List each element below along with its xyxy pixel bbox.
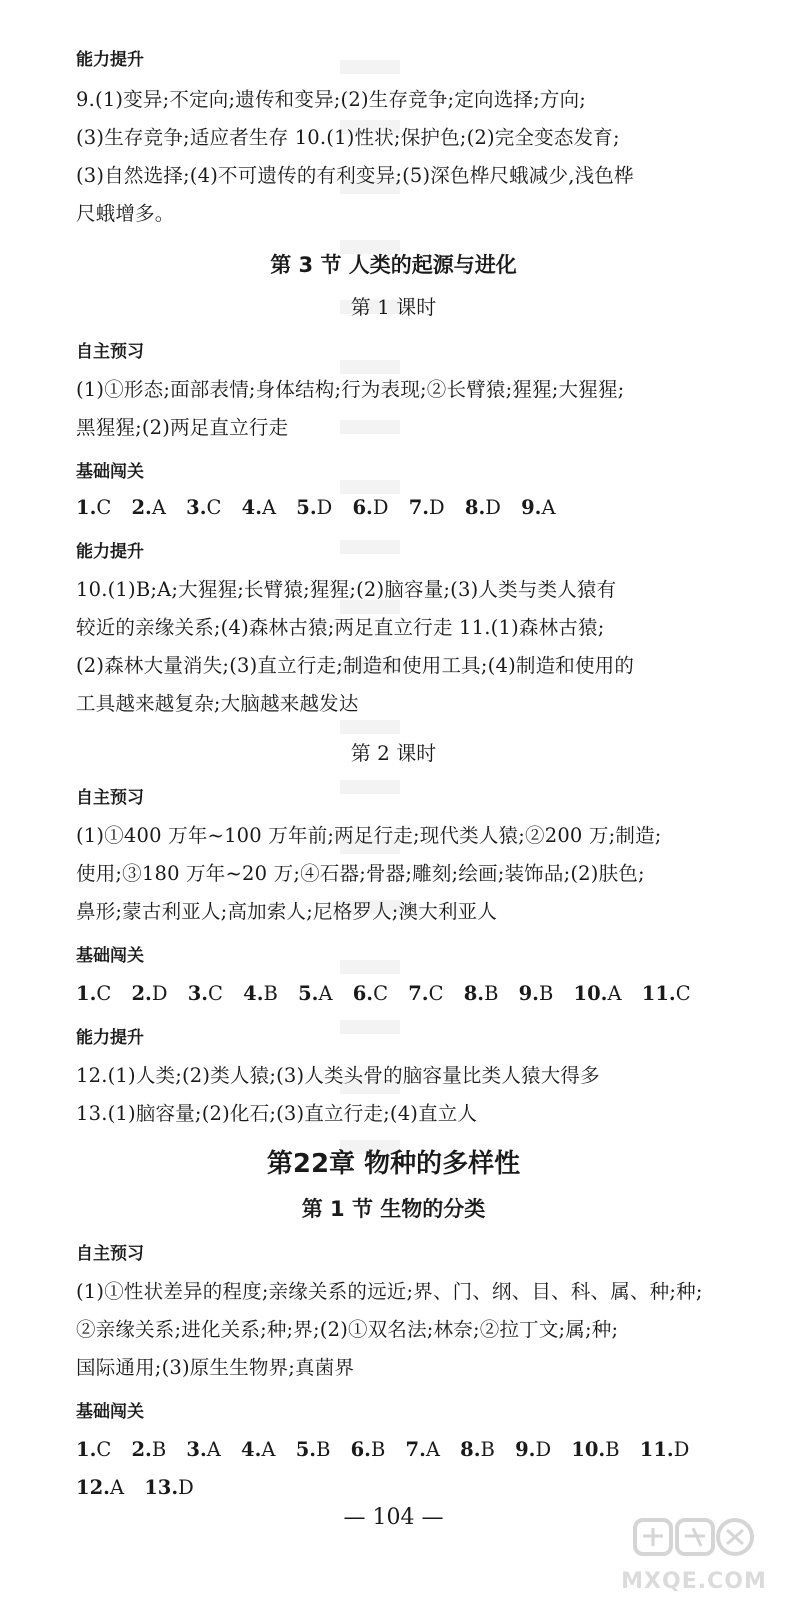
- watermark-logo-icon: [633, 1516, 755, 1560]
- text-line: (2)森林大量消失;(3)直立行走;制造和使用工具;(4)制造和使用的: [76, 654, 635, 677]
- answer-row: [76, 1436, 703, 1464]
- section-title: 第 3 节 人类的起源与进化: [270, 253, 517, 277]
- text-line: 12.(1)人类;(2)类人猿;(3)人类头骨的脑容量比类人猿大得多: [76, 1064, 600, 1087]
- answer-item: 1.C: [76, 982, 112, 1005]
- section-title: 第 1 节 生物的分类: [301, 1197, 486, 1221]
- text-line: 工具越来越复杂;大脑越来越发达: [76, 692, 359, 715]
- text-line: 鼻形;蒙古利亚人;高加索人;尼格罗人;澳大利亚人: [76, 900, 498, 923]
- answer-item: 13.D: [144, 1476, 194, 1499]
- text-line: 9.(1)变异;不定向;遗传和变异;(2)生存竞争;定向选择;方向;: [76, 88, 587, 111]
- answer-item: 12.A: [76, 1476, 125, 1499]
- text-line: 较近的亲缘关系;(4)森林古猿;两足直立行走 11.(1)森林古猿;: [76, 616, 605, 639]
- answer-item: 9.A: [521, 496, 556, 519]
- text-line: (1)①形态;面部表情;身体结构;行为表现;②长臂猿;猩猩;大猩猩;: [76, 378, 625, 401]
- answer-item: 2.A: [131, 496, 166, 519]
- text-line: (3)生存竞争;适应者生存 10.(1)性状;保护色;(2)完全变态发育;: [76, 126, 620, 149]
- ability-heading: 能力提升: [76, 542, 144, 562]
- basic-heading: 基础闯关: [76, 946, 144, 966]
- preview-heading: 自主预习: [76, 342, 144, 362]
- answer-item: 8.B: [460, 1438, 495, 1461]
- answer-item: 9.B: [518, 982, 554, 1005]
- ability-heading-top: 能力提升: [76, 50, 144, 70]
- answer-item: 6.C: [352, 982, 389, 1005]
- text-line: 使用;③180 万年~20 万;④石器;骨器;雕刻;绘画;装饰品;(2)肤色;: [76, 862, 645, 885]
- page-number: — 104 —: [343, 1505, 444, 1530]
- preview-heading: 自主预习: [76, 788, 144, 808]
- answer-item: 7.D: [408, 496, 445, 519]
- basic-heading: 基础闯关: [76, 1402, 144, 1422]
- answer-item: 8.B: [463, 982, 499, 1005]
- answer-item: 6.B: [350, 1438, 386, 1461]
- text-line: ②亲缘关系;进化关系;种;界;(2)①双名法;林奈;②拉丁文;属;种;: [76, 1318, 619, 1341]
- answer-row: [76, 1474, 208, 1502]
- answer-item: 11.D: [639, 1438, 690, 1461]
- answer-row: [76, 980, 705, 1008]
- answer-item: 3.C: [186, 496, 222, 519]
- ability-heading: 能力提升: [76, 1028, 144, 1048]
- answer-item: 1.C: [76, 1438, 112, 1461]
- answer-item: 3.A: [186, 1438, 221, 1461]
- answer-item: 5.D: [296, 496, 333, 519]
- answer-item: 4.A: [241, 1438, 276, 1461]
- answer-item: 4.B: [243, 982, 278, 1005]
- answer-item: 2.D: [131, 982, 168, 1005]
- watermark-text: MXQE.COM: [621, 1569, 767, 1594]
- text-line: (1)①400 万年~100 万年前;两足行走;现代类人猿;②200 万;制造;: [76, 824, 662, 847]
- text-line: (1)①性状差异的程度;亲缘关系的远近;界、门、纲、目、科、属、种;种;: [76, 1280, 703, 1303]
- answer-item: 7.A: [405, 1438, 440, 1461]
- answer-item: 9.D: [515, 1438, 552, 1461]
- site-watermark: [619, 1516, 769, 1594]
- text-line: (3)自然选择;(4)不可遗传的有利变异;(5)深色桦尺蛾减少,浅色桦: [76, 164, 634, 187]
- answer-item: 11.C: [641, 982, 691, 1005]
- answer-item: 10.B: [571, 1438, 620, 1461]
- answer-row: [76, 494, 570, 522]
- text-line: 黑猩猩;(2)两足直立行走: [76, 416, 289, 439]
- text-line: 13.(1)脑容量;(2)化石;(3)直立行走;(4)直立人: [76, 1102, 478, 1125]
- answer-item: 2.B: [131, 1438, 167, 1461]
- answer-item: 5.A: [298, 982, 333, 1005]
- basic-heading: 基础闯关: [76, 462, 144, 482]
- answer-item: 5.B: [295, 1438, 331, 1461]
- answer-item: 4.A: [241, 496, 277, 519]
- text-line: 国际通用;(3)原生生物界;真菌界: [76, 1356, 355, 1379]
- preview-heading: 自主预习: [76, 1244, 144, 1264]
- text-line: 10.(1)B;A;大猩猩;长臂猿;猩猩;(2)脑容量;(3)人类与类人猿有: [76, 578, 617, 601]
- answer-item: 10.A: [573, 982, 622, 1005]
- lesson-title: 第 2 课时: [350, 741, 437, 765]
- answer-item: 3.C: [187, 982, 223, 1005]
- chapter-title: 第22章 物种的多样性: [266, 1149, 521, 1179]
- answer-item: 6.D: [352, 496, 389, 519]
- answer-item: 1.C: [76, 496, 112, 519]
- answer-item: 8.D: [464, 496, 501, 519]
- lesson-title: 第 1 课时: [350, 295, 437, 319]
- answer-item: 7.C: [408, 982, 444, 1005]
- text-line: 尺蛾增多。: [76, 202, 175, 225]
